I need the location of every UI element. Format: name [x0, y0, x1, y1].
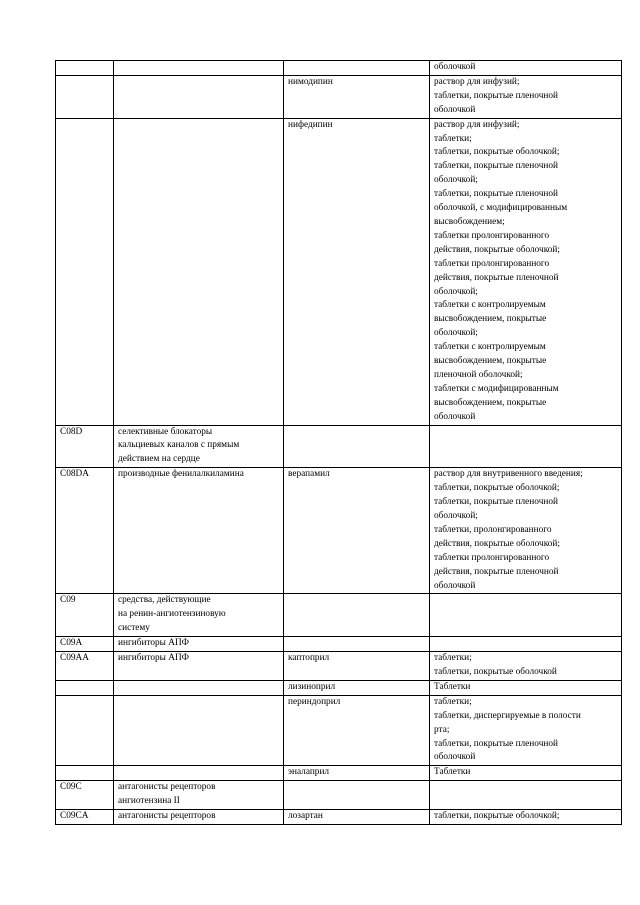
- dosage-form-cell: [430, 425, 622, 468]
- table-row: [56, 637, 622, 652]
- atc-code-cell: [56, 118, 114, 425]
- dosage-form-cell: таблетки, покрытые оболочкой;: [430, 810, 622, 825]
- atc-code-cell: [56, 61, 114, 76]
- atc-group-cell: антагонисты рецепторов ангиотензина II: [114, 781, 284, 810]
- dosage-form-cell: [430, 594, 622, 637]
- atc-group-cell: [114, 695, 284, 766]
- dosage-form-cell: Таблетки: [430, 680, 622, 695]
- dosage-form-cell: [430, 781, 622, 810]
- atc-code-cell: C09: [56, 594, 114, 637]
- atc-code-cell: [56, 75, 114, 118]
- drug-name-cell: [284, 594, 430, 637]
- atc-code-cell: C09CA: [56, 810, 114, 825]
- atc-code-cell: [56, 680, 114, 695]
- drug-name-cell: [284, 781, 430, 810]
- atc-group-cell: средства, действующие на ренин-ангиотензиновую систему: [114, 594, 284, 637]
- drug-name-cell: [284, 61, 430, 76]
- atc-group-cell: селективные блокаторы кальциевых каналов с прямым действием на сердце: [114, 425, 284, 468]
- dosage-form-cell: раствор для внутривенного введения; таблетки, покрытые оболочкой; таблетки, покрытые пленочной оболочкой; таблетки, пролонгированного действия, покрытые оболочкой; таблетки пролонгированного действия, покрытые пленочной оболочкой: [430, 468, 622, 594]
- table-row: [56, 781, 622, 810]
- drug-name-cell: каптоприл: [284, 652, 430, 681]
- drug-name-cell: верапамил: [284, 468, 430, 594]
- table-row: [56, 118, 622, 425]
- table-row: [56, 810, 622, 825]
- atc-code-cell: C09C: [56, 781, 114, 810]
- atc-code-cell: C09A: [56, 637, 114, 652]
- table-row: [56, 766, 622, 781]
- atc-group-cell: ингибиторы АПФ: [114, 637, 284, 652]
- atc-code-cell: C09AA: [56, 652, 114, 681]
- atc-code-cell: C08D: [56, 425, 114, 468]
- atc-group-cell: антагонисты рецепторов: [114, 810, 284, 825]
- table-row: [56, 680, 622, 695]
- dosage-form-cell: [430, 637, 622, 652]
- atc-group-cell: [114, 118, 284, 425]
- atc-group-cell: [114, 61, 284, 76]
- atc-code-cell: C08DA: [56, 468, 114, 594]
- atc-group-cell: ингибиторы АПФ: [114, 652, 284, 681]
- table-body: [56, 61, 622, 825]
- table-row: [56, 61, 622, 76]
- dosage-form-cell: раствор для инфузий; таблетки, покрытые пленочной оболочкой: [430, 75, 622, 118]
- drug-name-cell: нифедипин: [284, 118, 430, 425]
- atc-group-cell: [114, 766, 284, 781]
- table-row: [56, 468, 622, 594]
- table-row: [56, 425, 622, 468]
- drug-name-cell: [284, 637, 430, 652]
- table-row: [56, 695, 622, 766]
- drug-name-cell: [284, 425, 430, 468]
- table-row: [56, 652, 622, 681]
- table-row: [56, 594, 622, 637]
- atc-code-cell: [56, 766, 114, 781]
- drug-name-cell: лозартан: [284, 810, 430, 825]
- dosage-form-cell: раствор для инфузий; таблетки; таблетки, покрытые оболочкой; таблетки, покрытые пленочной оболочкой; таблетки, покрытые пленочной оболочкой, с модифицированным высвобождением; таблетки пролонгированного действия, покрытые оболочкой; таблетки пролонгированного действия, покрытые пленочной оболочкой; таблетки с контролируемым высвобождением, покрытые оболочкой; таблетки с контролируемым высвобождением, покрытые пленочной оболочкой; таблетки с модифицированным высвобождением, покрытые оболочкой: [430, 118, 622, 425]
- drug-name-cell: лизиноприл: [284, 680, 430, 695]
- drug-classification-table: [55, 60, 622, 825]
- atc-group-cell: [114, 75, 284, 118]
- dosage-form-cell: оболочкой: [430, 61, 622, 76]
- table-row: [56, 75, 622, 118]
- drug-name-cell: нимодипин: [284, 75, 430, 118]
- dosage-form-cell: таблетки; таблетки, покрытые оболочкой: [430, 652, 622, 681]
- dosage-form-cell: Таблетки: [430, 766, 622, 781]
- atc-code-cell: [56, 695, 114, 766]
- drug-name-cell: периндоприл: [284, 695, 430, 766]
- atc-group-cell: [114, 680, 284, 695]
- drug-name-cell: эналаприл: [284, 766, 430, 781]
- atc-group-cell: производные фенилалкиламина: [114, 468, 284, 594]
- dosage-form-cell: таблетки; таблетки, диспергируемые в полости рта; таблетки, покрытые пленочной оболочкой: [430, 695, 622, 766]
